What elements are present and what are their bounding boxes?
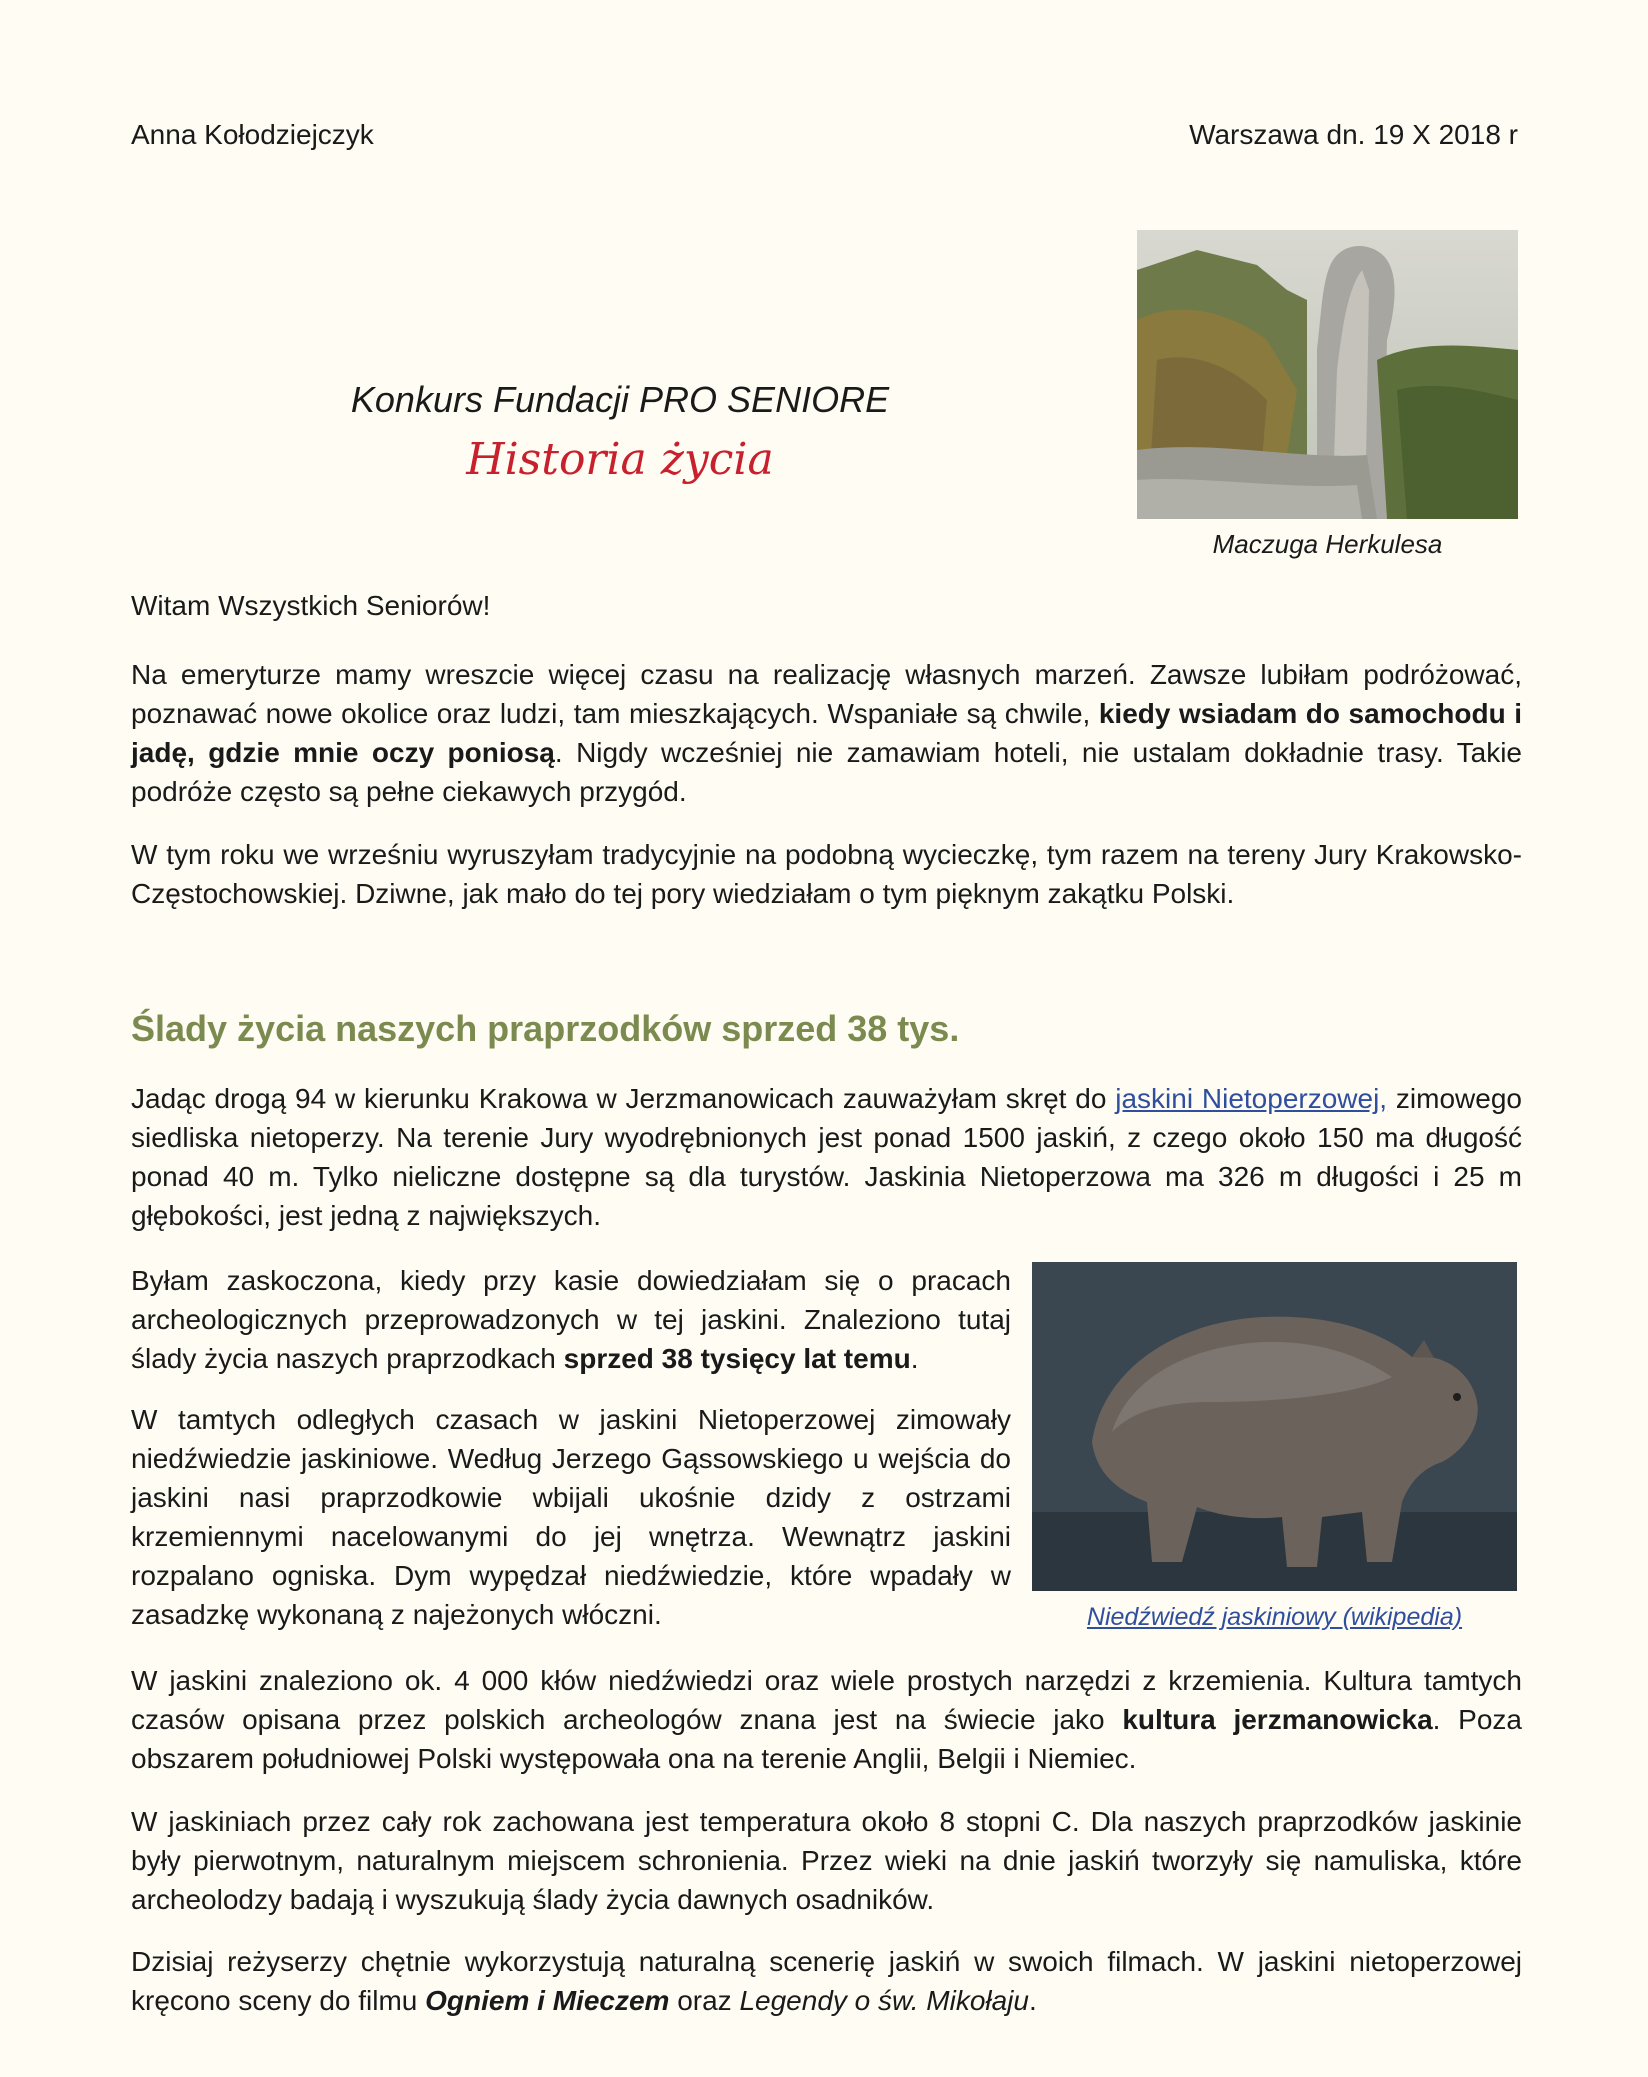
place-date: Warszawa dn. 19 X 2018 r xyxy=(1189,119,1518,150)
paragraph-8: Dzisiaj reżyserzy chętnie wykorzystują naturalną scenerię jaskiń w swoich filmach. W jaskini nietoperzowej kręcono sceny do filmu Ogniem i Mieczem oraz Legendy o św. Mikołaju. xyxy=(131,1946,1522,2016)
maczuga-herkulesa-photo xyxy=(1137,230,1518,519)
cave-bear-photo xyxy=(1032,1262,1517,1591)
section-heading: Ślady życia naszych praprzodków sprzed 38 tys. xyxy=(131,1008,960,1049)
greeting: Witam Wszystkich Seniorów! xyxy=(131,590,491,621)
photo-caption-bear-link[interactable]: Niedźwiedź jaskiniowy (wikipedia) xyxy=(1086,1603,1463,1631)
jaskinia-nietoperzowa-link[interactable]: jaskini Nietoperzowej, xyxy=(1115,1083,1388,1114)
paragraph-5: W tamtych odległych czasach w jaskini Nietoperzowej zimowały niedźwiedzie jaskiniowe. Według Jerzego Gąssowskiego u wejścia do jaskini nasi praprzodkowie wbijali ukośnie dzidy z ostrzami krzemiennymi nacelowanymi do jej wnętrza. Wewnątrz jaskini rozpalano ogniska. Dym wypędzał niedźwiedzie, które wpadały w zasadzkę wykonaną z najeżonych włóczni. xyxy=(131,1404,1011,1630)
author-name: Anna Kołodziejczyk xyxy=(131,119,374,150)
paragraph-1: Na emeryturze mamy wreszcie więcej czasu na realizację własnych marzeń. Zawsze lubiłam podróżować, poznawać nowe okolice oraz ludzi, tam mieszkających. Wspaniałe są chwile, kiedy wsiadam do samochodu i jadę, gdzie mnie oczy poniosą. Nigdy wcześniej nie zamawiam hoteli, nie ustalam dokładnie trasy. Takie podróże często są pełne ciekawych przygód. xyxy=(131,659,1523,807)
paragraph-6: W jaskini znaleziono ok. 4 000 kłów niedźwiedzi oraz wiele prostych narzędzi z krzemienia. Kultura tamtych czasów opisana przez polskich archeologów znana jest na świecie jako kultura jerzmanowicka. Poza obszarem południowej Polski występowała ona na terenie Anglii, Belgii i Niemiec. xyxy=(131,1665,1522,1774)
paragraph-3: Jadąc drogą 94 w kierunku Krakowa w Jerzmanowicach zauważyłam skręt do jaskini Nietoperzowej, zimowego siedliska nietoperzy. Na terenie Jury wyodrębnionych jest ponad 1500 jaskiń, z czego około 150 ma długość ponad 40 m. Tylko nieliczne dostępne są dla turystów. Jaskinia Nietoperzowa ma 326 m długości i 25 m głębokości, jest jedną z największych. xyxy=(131,1083,1522,1231)
contest-subtitle: Historia życia xyxy=(466,434,774,485)
photo-caption-maczuga: Maczuga Herkulesa xyxy=(1212,529,1443,559)
paragraph-7: W jaskiniach przez cały rok zachowana jest temperatura około 8 stopni C. Dla naszych praprzodków jaskinie były pierwotnym, naturalnym miejscem schronienia. Przez wieki na dnie jaskiń tworzyły się namuliska, które archeolodzy badają i wyszukują ślady życia dawnych osadników. xyxy=(131,1806,1522,1915)
paragraph-2: W tym roku we wrześniu wyruszyłam tradycyjnie na podobną wycieczkę, tym razem na tereny Jury Krakowsko-Częstochowskiej. Dziwne, jak mało do tej pory wiedziałam o tym pięknym zakątku Polski. xyxy=(131,839,1522,909)
paragraph-4: Byłam zaskoczona, kiedy przy kasie dowiedziałam się o pracach archeologicznych przeprowadzonych w tej jaskini. Znaleziono tutaj ślady życia naszych praprzodkach sprzed 38 tysięcy lat temu. xyxy=(131,1265,1011,1374)
contest-title: Konkurs Fundacji PRO SENIORE xyxy=(350,379,890,420)
